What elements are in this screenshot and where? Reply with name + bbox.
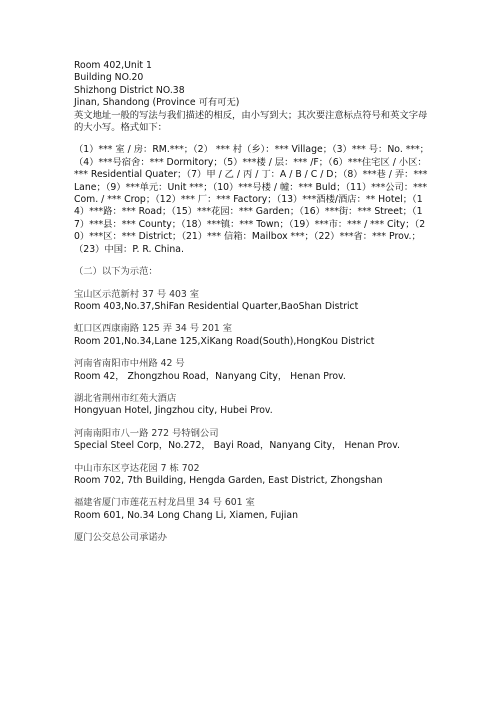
address-line-3: Shizhong District NO.38 (74, 84, 185, 96)
last-line: 厦门公交总公司承诺办 (74, 532, 167, 544)
document-body (74, 60, 430, 545)
address-line-2: Building NO.20 (74, 72, 144, 84)
intro-paragraph: 英文地址一般的写法与我们描述的相反，由小写到大；其次要注意标点符号和英文字母的大小写。格式如下： (74, 109, 428, 134)
address-line-4: Jinan, Shandong (Province 可有可无) (74, 97, 240, 109)
example-4-cn: 湖北省荆州市红苑大酒店 (74, 392, 177, 404)
example-7-cn: 福建省厦门市莲花五村龙昌里 34 号 601 室 (74, 497, 255, 509)
example-2-en: Room 201,No.34,Lane 125,XiKang Road(South),HongKou District (74, 335, 375, 347)
example-7-en: Room 601, No.34 Long Chang Li, Xiamen, Fujian (74, 509, 298, 521)
example-3-cn: 河南省南阳市中州路 42 号 (74, 358, 185, 370)
example-2-cn: 虹口区西康南路 125 弄 34 号 201 室 (74, 323, 233, 335)
format-list-paragraph: （1）*** 室 / 房：RM.***；（2） *** 村（乡）：*** Village；（3）*** 号：No. ***；（4）***号宿舍：*** Dormitory；（5）***楼 / 层：*** /F；（6）***住宅区 / 小区：*** Residential Quater；（7）甲 / 乙 / 丙 / 丁：A / B / C / D；（8）***巷 / 弄：*** Lane；（9）***单元：Unit ***；（10）***号楼 / 幢：*** Buld；（11）***公司：*** Com. / *** Crop；（12）*** 厂：*** Factory；（13）***酒楼/酒店：** Hotel；（14）***路：*** Road；（15）***花园：*** Garden；（16）***街：*** Street；（17）***县：*** County；（18）***镇：*** Town；（19）***市：*** / *** City；（20）***区：*** District；（21）*** 信箱：Mailbox ***；（22）***省：*** Prov.；（23）中国：P. R. China. (74, 144, 429, 255)
example-3-en: Room 42， Zhongzhou Road，Nanyang City， Henan Prov. (74, 370, 346, 382)
example-6-en: Room 702, 7th Building, Hengda Garden, East District, Zhongshan (74, 474, 383, 486)
address-line-1: Room 402,Unit 1 (74, 60, 152, 71)
example-1-cn: 宝山区示范新村 37 号 403 室 (74, 288, 200, 300)
example-6-cn: 中山市东区亨达花园 7 栋 702 (74, 462, 200, 474)
example-5-en: Special Steel Corp，No.272， Bayi Road，Nanyang City， Henan Prov. (74, 440, 400, 452)
example-1-en: Room 403,No.37,ShiFan Residential Quarter,BaoShan District (74, 300, 359, 312)
example-5-cn: 河南南阳市八一路 272 号特钢公司 (74, 427, 219, 439)
example-4-en: Hongyuan Hotel, Jingzhou city, Hubei Prov. (74, 405, 273, 417)
examples-heading: （二）以下为示范： (74, 266, 158, 278)
